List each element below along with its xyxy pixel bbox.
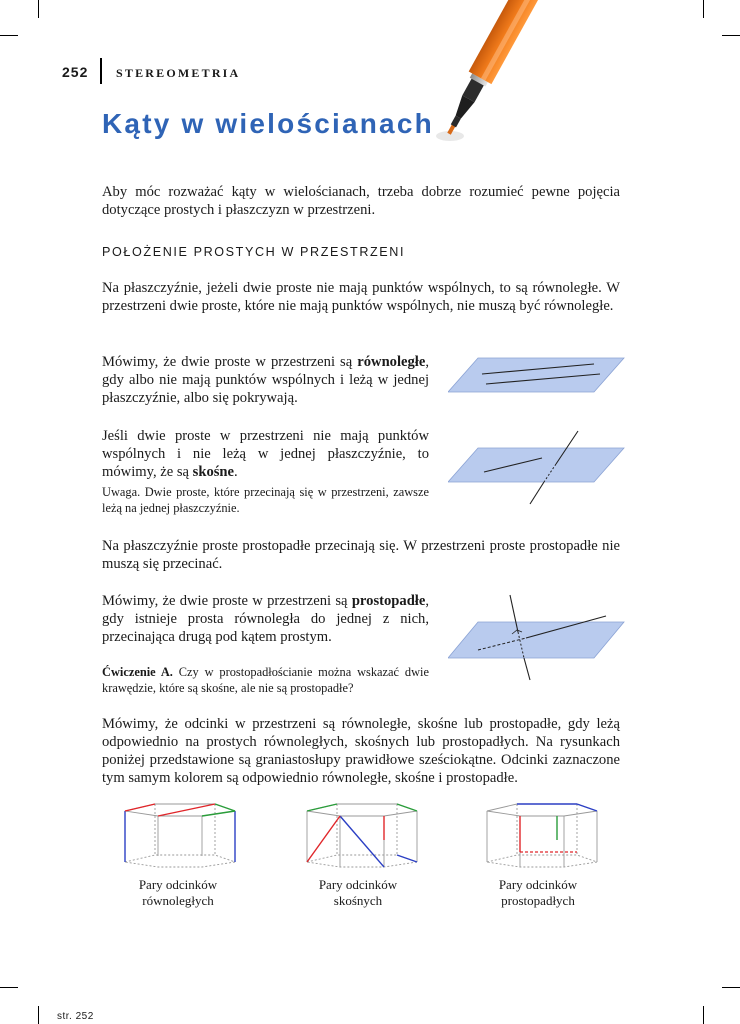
pen-illustration — [430, 0, 590, 150]
caption-line: prostopadłych — [501, 893, 575, 908]
crop-mark — [703, 0, 704, 18]
intro-paragraph: Aby móc rozważać kąty w wielościanach, trzeba dobrze rozumieć pewne pojęcia dotyczące prostych i płaszczyzn w przestrzeni. — [102, 184, 620, 218]
parallel-definition — [102, 353, 429, 407]
caption-line: Pary odcinków — [138, 877, 218, 892]
caption-skew — [293, 877, 423, 909]
parallel-lines-figure — [448, 356, 628, 394]
perpendicular-definition — [102, 592, 429, 646]
plane-paragraph: Na płaszczyźnie, jeżeli dwie proste nie mają punktów wspólnych, to są równoległe. W przestrzeni dwie proste, które nie mają punktów wspólnych, nie muszą być równoległe. — [102, 280, 620, 314]
caption-line: równoległych — [142, 893, 214, 908]
definition-text: Mówimy, że dwie proste w przestrzeni są — [102, 354, 358, 370]
page-number: 252 — [62, 64, 89, 80]
perpendicular-lines-figure — [448, 592, 628, 682]
section-name: STEREOMETRIA — [116, 66, 241, 80]
term-parallel: równoległe — [357, 354, 426, 370]
term-perpendicular: prostopadłe — [351, 593, 426, 609]
definition-text: , gdy istnieje prosta równoległa do jednej z nich, przecinająca drugą pod kątem prostym. — [102, 593, 429, 645]
crop-mark — [703, 1006, 704, 1024]
skew-definition — [102, 427, 429, 481]
caption-perpendicular — [473, 877, 603, 909]
definition-text: Mówimy, że dwie proste w przestrzeni są — [102, 593, 352, 609]
crop-mark — [722, 35, 740, 36]
definition-text: , gdy albo nie mają punktów wspólnych i leżą w jednej płaszczyźnie, albo się pokrywają. — [102, 354, 429, 406]
subheading: POŁOŻENIE PROSTYCH W PRZESTRZENI — [102, 245, 406, 259]
skew-lines-figure — [448, 428, 628, 508]
page-title: Kąty w wielościanach — [102, 108, 434, 139]
crop-mark — [38, 1006, 39, 1024]
crop-mark — [38, 0, 39, 18]
crop-mark — [0, 35, 18, 36]
exercise-text: Czy w prostopadłościanie można wskazać dwie krawędzie, które są skośne, ale nie są prostopadłe? — [102, 665, 429, 695]
caption-line: skośnych — [333, 893, 383, 908]
prism-perpendicular-figure — [480, 800, 605, 870]
exercise — [102, 664, 429, 696]
perpendicular-paragraph: Na płaszczyźnie proste prostopadłe przecinają się. W przestrzeni proste prostopadłe nie muszą się przecinać. — [102, 538, 620, 572]
definition-text: . — [234, 464, 238, 480]
caption-line: Pary odcinków — [498, 877, 578, 892]
footer-page-label: str. 252 — [57, 1011, 94, 1022]
caption-line: Pary odcinków — [318, 877, 398, 892]
caption-parallel — [113, 877, 243, 909]
term-skew: skośne — [192, 464, 235, 480]
definition-text: Jeśli dwie proste w przestrzeni nie mają punktów wspólnych i nie leżą w jednej płaszczyźnie, to mówimy, że są — [102, 428, 429, 480]
prism-skew-figure — [300, 800, 425, 870]
exercise-label: Ćwiczenie A. — [102, 665, 173, 679]
crop-mark — [722, 987, 740, 988]
prism-parallel-figure — [118, 800, 243, 870]
segments-paragraph: Mówimy, że odcinki w przestrzeni są równoległe, skośne lub prostopadłe, gdy leżą odpowiednio na prostych równoległych, skośnych lub prostopadłych. Na rysunkach poniżej przedstawione są graniastosłupy prawidłowe sześciokątne. Odcinki zaznaczone tym samym kolorem są odpowiednio równoległe, skośne i prostopadłe. — [102, 716, 620, 786]
note-text: Uwaga. Dwie proste, które przecinają się w przestrzeni, zawsze leżą na jednej płaszczyźnie. — [102, 485, 429, 515]
header-separator — [100, 58, 102, 84]
crop-mark — [0, 987, 18, 988]
